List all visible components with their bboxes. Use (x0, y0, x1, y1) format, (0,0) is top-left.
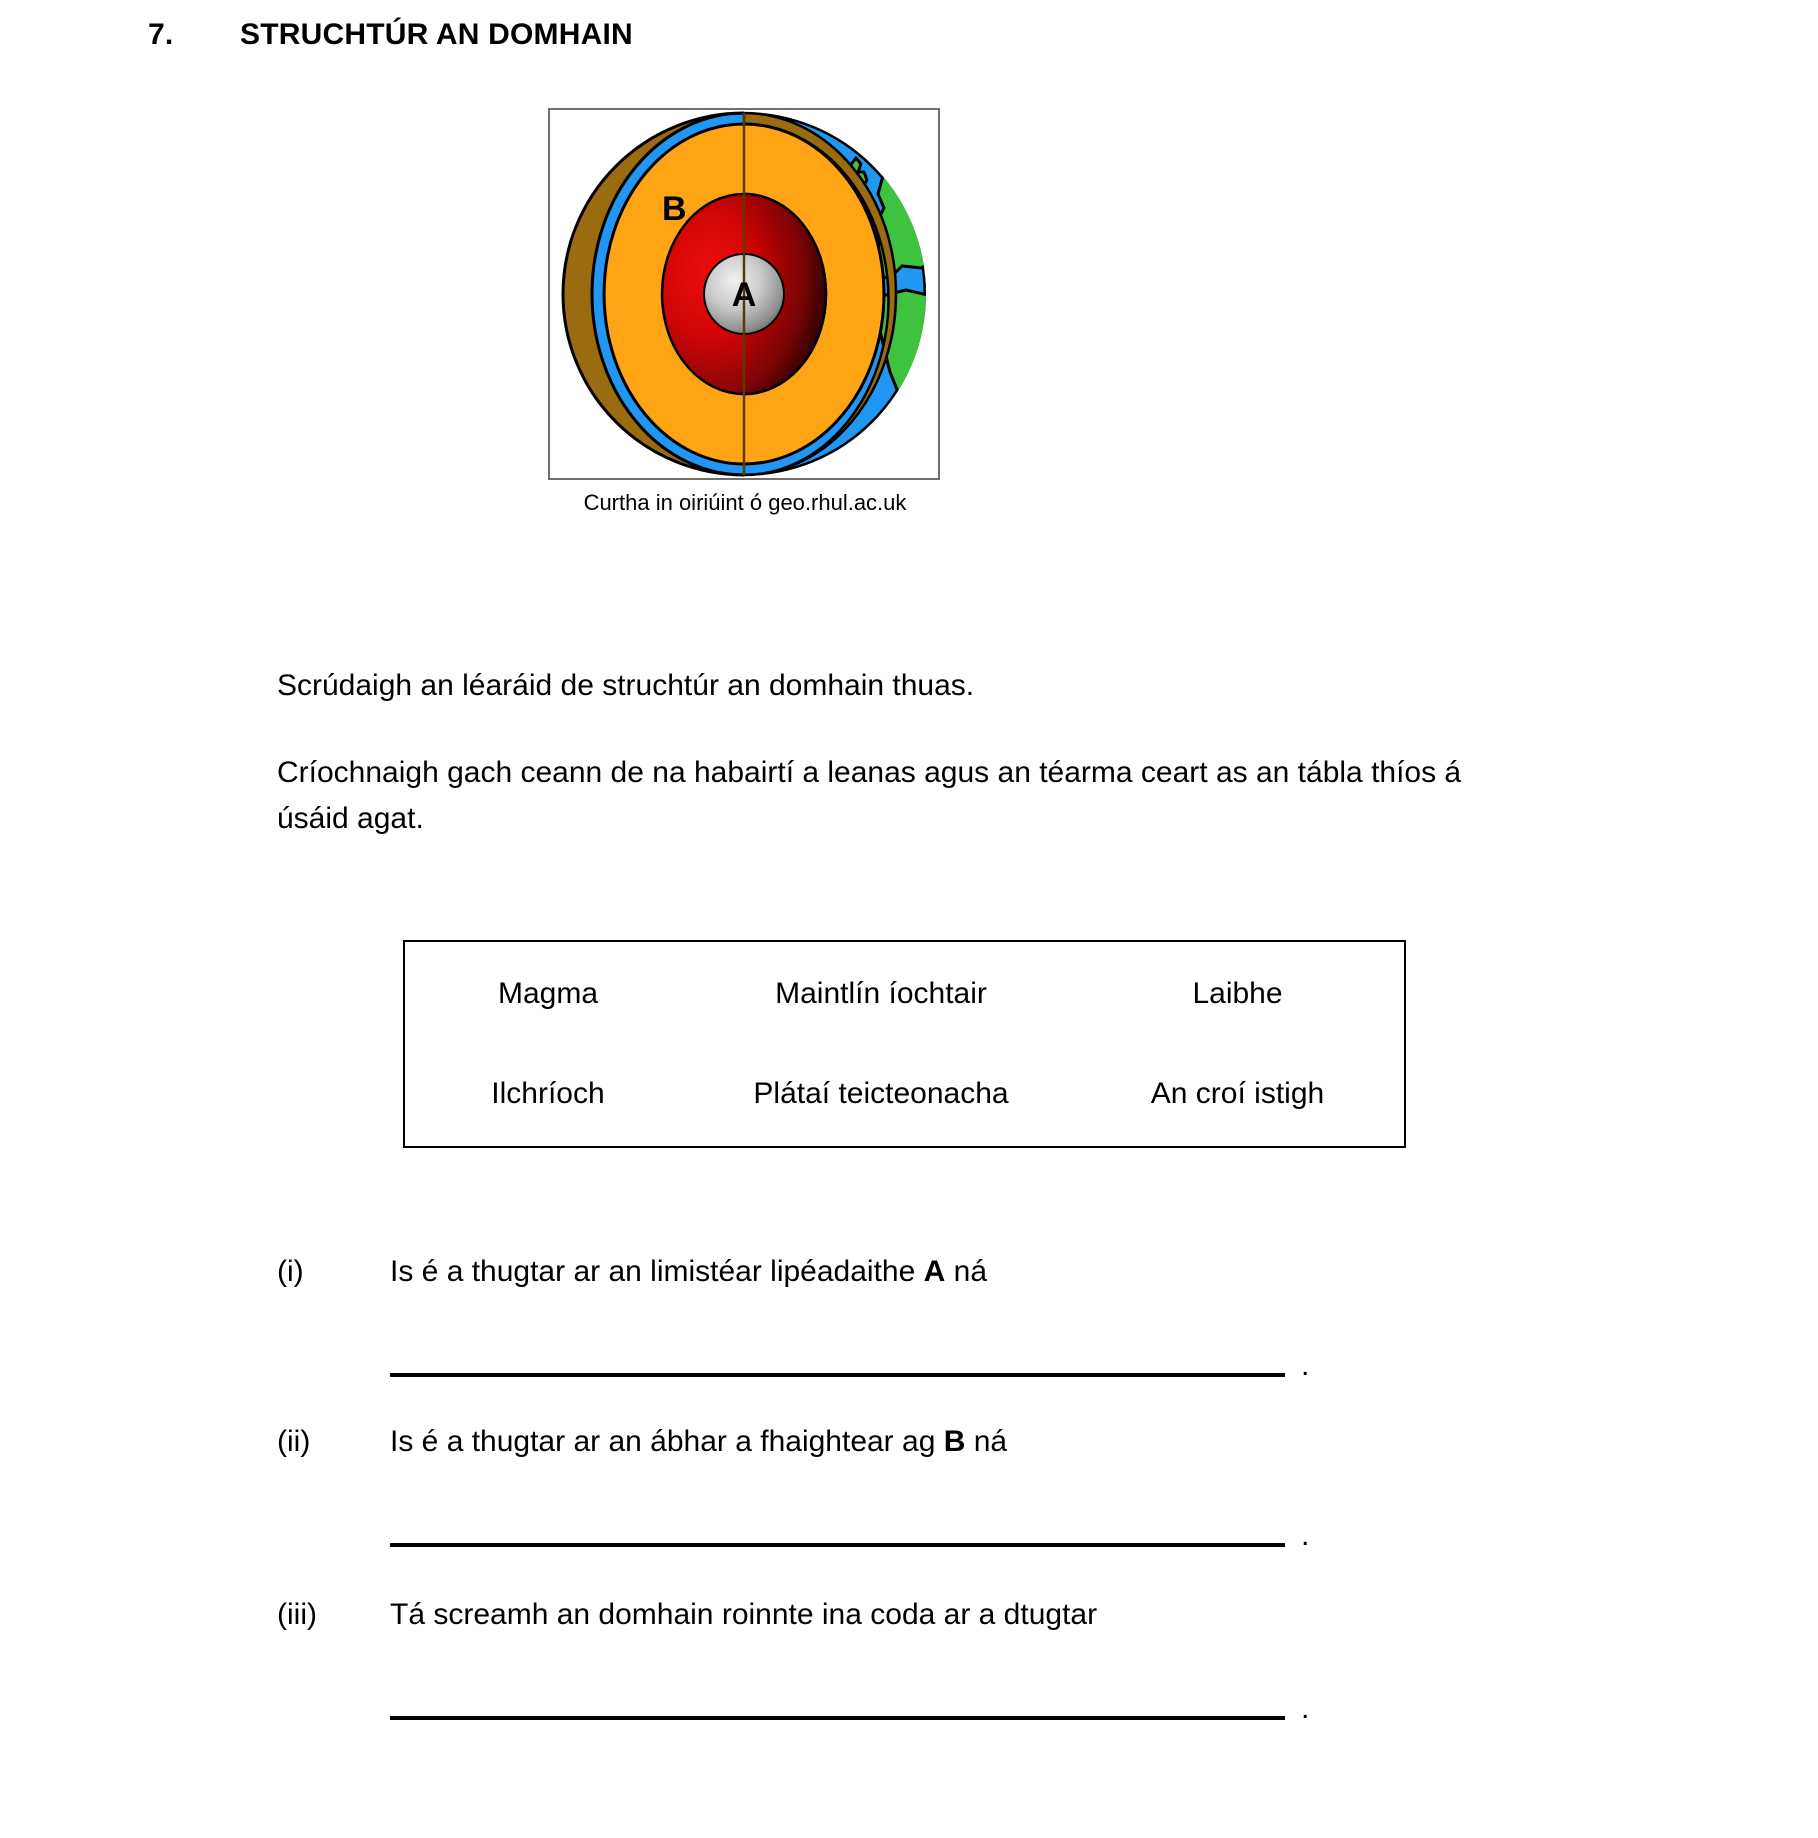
question-text-emphasis: A (923, 1255, 946, 1288)
word-bank-term: Maintlín íochtair (775, 977, 987, 1010)
question-item-iii (277, 1593, 1577, 1637)
question-text (390, 1593, 1577, 1637)
word-bank (403, 940, 1406, 1148)
instruction-paragraph-2: Críochnaigh gach ceann de na habairtí a leanas agus an téarma ceart as an tábla thíos á úsáid agat. (277, 756, 1462, 835)
answer-rule[interactable] (390, 1715, 1285, 1720)
answer-rule[interactable] (390, 1372, 1285, 1377)
figure-caption: Curtha in oiriúint ó geo.rhul.ac.uk (583, 490, 907, 515)
earth-diagram-svg (550, 110, 938, 478)
page-title (148, 18, 633, 52)
answer-rule[interactable] (390, 1542, 1285, 1547)
word-bank-term: Laibhe (1192, 977, 1283, 1010)
answer-line-ii[interactable] (390, 1519, 1350, 1552)
answer-terminator: . (1301, 1519, 1310, 1552)
label-B: B (662, 190, 687, 228)
question-number: 7. (148, 18, 174, 51)
question-label: (iii) (277, 1598, 317, 1631)
question-text-before: Is é a thugtar ar an limistéar lipéadaithe (390, 1255, 924, 1288)
question-label: (ii) (277, 1425, 311, 1458)
word-bank-row (405, 1044, 1404, 1144)
answer-terminator: . (1301, 1349, 1310, 1382)
question-label: (i) (277, 1255, 304, 1288)
instruction-paragraph-1: Scrúdaigh an léaráid de struchtúr an domhain thuas. (277, 669, 975, 702)
word-bank-term: Magma (497, 977, 599, 1010)
earth-structure-cutaway-diagram (548, 108, 940, 480)
label-A: A (731, 276, 757, 314)
question-item-i (277, 1250, 1577, 1294)
word-bank-term: An croí istigh (1150, 1077, 1325, 1110)
question-text-emphasis: B (943, 1425, 966, 1458)
figure (548, 108, 942, 516)
question-text-before: Tá screamh an domhain roinnte ina coda ar a dtugtar (390, 1598, 1098, 1631)
question-text-after: ná (965, 1425, 1008, 1458)
question-text (390, 1420, 1577, 1464)
answer-line-i[interactable] (390, 1349, 1350, 1382)
question-text-before: Is é a thugtar ar an ábhar a fhaightear ag (390, 1425, 944, 1458)
question-item-ii (277, 1420, 1577, 1464)
answer-terminator: . (1301, 1692, 1310, 1725)
word-bank-term: Plátaí teicteonacha (753, 1077, 1009, 1110)
answer-line-iii[interactable] (390, 1692, 1350, 1725)
question-text-after: ná (945, 1255, 988, 1288)
island-shape (926, 278, 932, 287)
word-bank-term: Ilchríoch (491, 1077, 605, 1110)
question-title: STRUCHTÚR AN DOMHAIN (240, 18, 633, 51)
word-bank-row (405, 944, 1404, 1044)
question-text (390, 1250, 1577, 1294)
